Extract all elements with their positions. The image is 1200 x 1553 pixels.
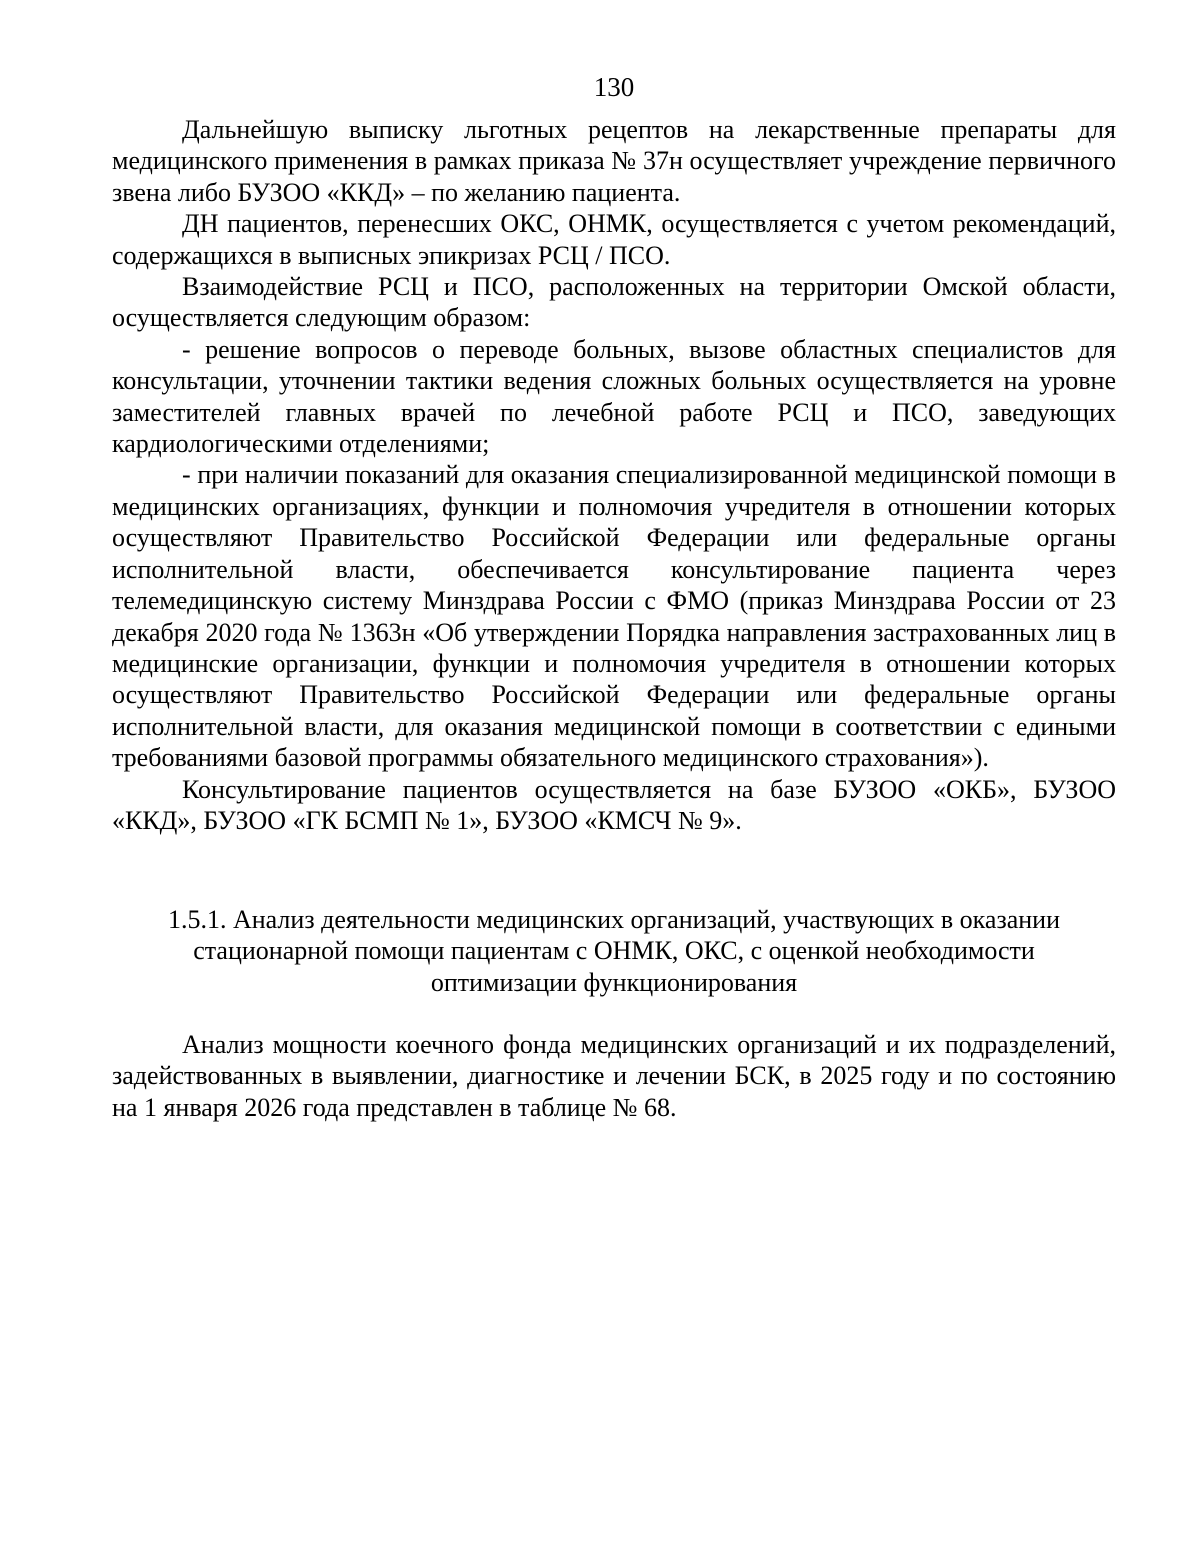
section-heading	[112, 904, 1116, 998]
paragraph-bed-capacity: Анализ мощности коечного фонда медицинских организаций и их подразделений, задействованных в выявлении, диагностике и лечении БСК, в 2025 году и по состоянию на 1 января 2026 года представлен в таблице № 68.	[112, 1030, 1116, 1122]
paragraph-list-item-transfer: - решение вопросов о переводе больных, вызове областных специалистов для консультации, уточнении тактики ведения сложных больных осуществляется на уровне заместителей главных врачей по лечебной работе РСЦ и ПСО, заведующих кардиологическими отделениями;	[112, 334, 1116, 459]
section-heading-line-1: 1.5.1. Анализ деятельности медицинских организаций, участвующих в оказании	[167, 905, 1061, 934]
final-text	[112, 1029, 1116, 1123]
paragraph-interaction: Взаимодействие РСЦ и ПСО, расположенных на территории Омской области, осуществляется следующим образом:	[112, 272, 1116, 333]
section-heading-line-2: стационарной помощи пациентам с ОНМК, ОКС, с оценкой необходимости	[193, 936, 1035, 966]
paragraph-prescriptions: Дальнейшую выписку льготных рецептов на лекарственные препараты для медицинского применения в рамках приказа № 37н осуществляет учреждение первичного звена либо БУЗОО «ККД» – по желанию пациента.	[112, 115, 1116, 207]
section-heading-line-3: оптимизации функционирования	[430, 967, 798, 997]
page-number: 130	[593, 72, 635, 102]
paragraph-dispensary-observation: ДН пациентов, перенесших ОКС, ОНМК, осуществляется с учетом рекомендаций, содержащихся в выписных эпикризах РСЦ / ПСО.	[112, 209, 1116, 270]
paragraph-list-item-telemedicine: - при наличии показаний для оказания специализированной медицинской помощи в медицинских организациях, функции и полномочия учредителя в отношении которых осуществляют Правительство Российской Федерации или федеральные органы исполнительной власти, обеспечивается консультирование пациента через телемедицинскую систему Минздрава России с ФМО (приказ Минздрава России от 23 декабря 2020 года № 1363н «Об утверждении Порядка направления застрахованных лиц в медицинские организации, функции и полномочия учредителя в отношении которых осуществляют Правительство Российской Федерации или федеральные органы исполнительной власти, для оказания медицинской помощи в соответствии с едиными требованиями базовой программы обязательного медицинского страхования»).	[112, 460, 1116, 773]
body-text	[112, 114, 1116, 836]
paragraph-consultation-bases: Консультирование пациентов осуществляется на базе БУЗОО «ОКБ», БУЗОО «ККД», БУЗОО «ГК БСМП № 1», БУЗОО «КМСЧ № 9».	[112, 774, 1116, 835]
